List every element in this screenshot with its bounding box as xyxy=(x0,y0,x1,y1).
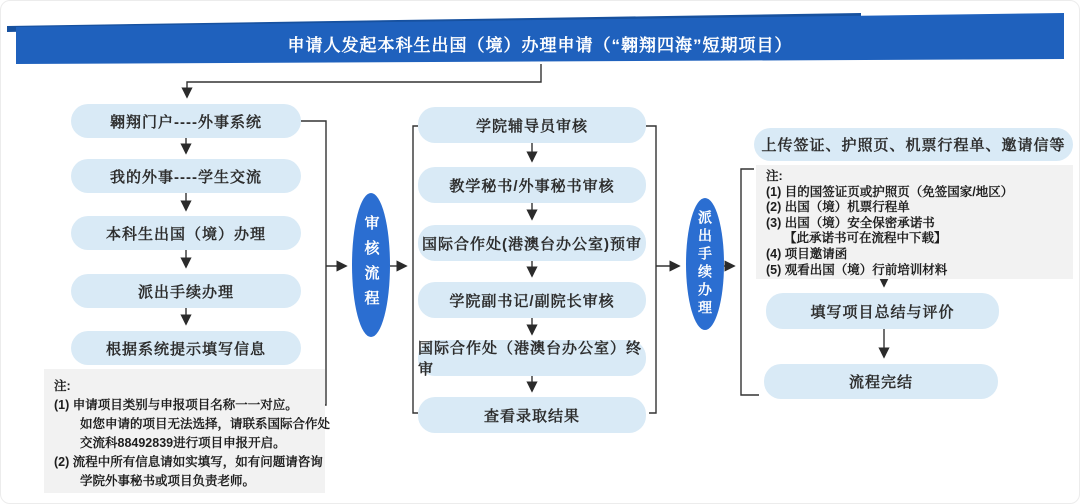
node-intl-office-pre-review: 国际合作处(港澳台办公室)预审 xyxy=(418,225,646,261)
note-line: (2) 出国（境）机票行程单 xyxy=(766,200,910,215)
note-application-tips xyxy=(44,369,331,493)
note-line: (1) 目的国签证页或护照页（免签国家/地区） xyxy=(766,184,1014,199)
node-secretary-review: 教学秘书/外事秘书审核 xyxy=(418,167,646,203)
note-materials-list xyxy=(756,165,1073,279)
gate-review-process: 审核流程 xyxy=(352,193,390,337)
note-line: 学院外事秘书或项目负责老师。 xyxy=(80,474,256,488)
node-project-summary-evaluation: 填写项目总结与评价 xyxy=(766,293,999,329)
note-line: 【此承诺书可在流程中下载】 xyxy=(784,231,947,246)
note-line: (2) 流程中所有信息请如实填写，如有问题请咨询 xyxy=(54,455,323,469)
node-intl-office-final-review: 国际合作处（港澳台办公室）终审 xyxy=(418,340,646,376)
gate-dispatch-process: 派出手续办理 xyxy=(686,198,724,330)
note-line: 交流科88492839进行项目申报开启。 xyxy=(80,436,286,450)
node-undergrad-abroad-handling: 本科生出国（境）办理 xyxy=(71,216,301,250)
note-line: (3) 出国（境）安全保密承诺书 xyxy=(766,215,935,230)
flow-banner-title: 申请人发起本科生出国（境）办理申请（“翱翔四海”短期项目） xyxy=(287,35,793,55)
note-line: (4) 项目邀请函 xyxy=(766,246,848,261)
node-counselor-review: 学院辅导员审核 xyxy=(418,107,646,143)
node-fill-system-info: 根据系统提示填写信息 xyxy=(71,331,301,365)
node-deputy-dean-review: 学院副书记/副院长审核 xyxy=(418,282,646,318)
node-upload-documents: 上传签证、护照页、机票行程单、邀请信等 xyxy=(754,128,1073,161)
node-process-complete: 流程完结 xyxy=(764,364,998,399)
note-line: (1) 申请项目类别与申报项目名称一一对应。 xyxy=(54,398,298,412)
note-line: 注: xyxy=(54,379,71,393)
note-line: 注: xyxy=(766,169,783,183)
note-line: 如您申请的项目无法选择，请联系国际合作处 xyxy=(80,417,331,431)
node-view-admission-result: 查看录取结果 xyxy=(418,397,646,433)
node-xiangxiang-portal: 翱翔门户----外事系统 xyxy=(71,104,301,138)
node-my-foreign-affairs: 我的外事----学生交流 xyxy=(71,159,301,193)
note-line: (5) 观看出国（境）行前培训材料 xyxy=(766,262,948,277)
node-dispatch-procedure: 派出手续办理 xyxy=(71,274,301,308)
